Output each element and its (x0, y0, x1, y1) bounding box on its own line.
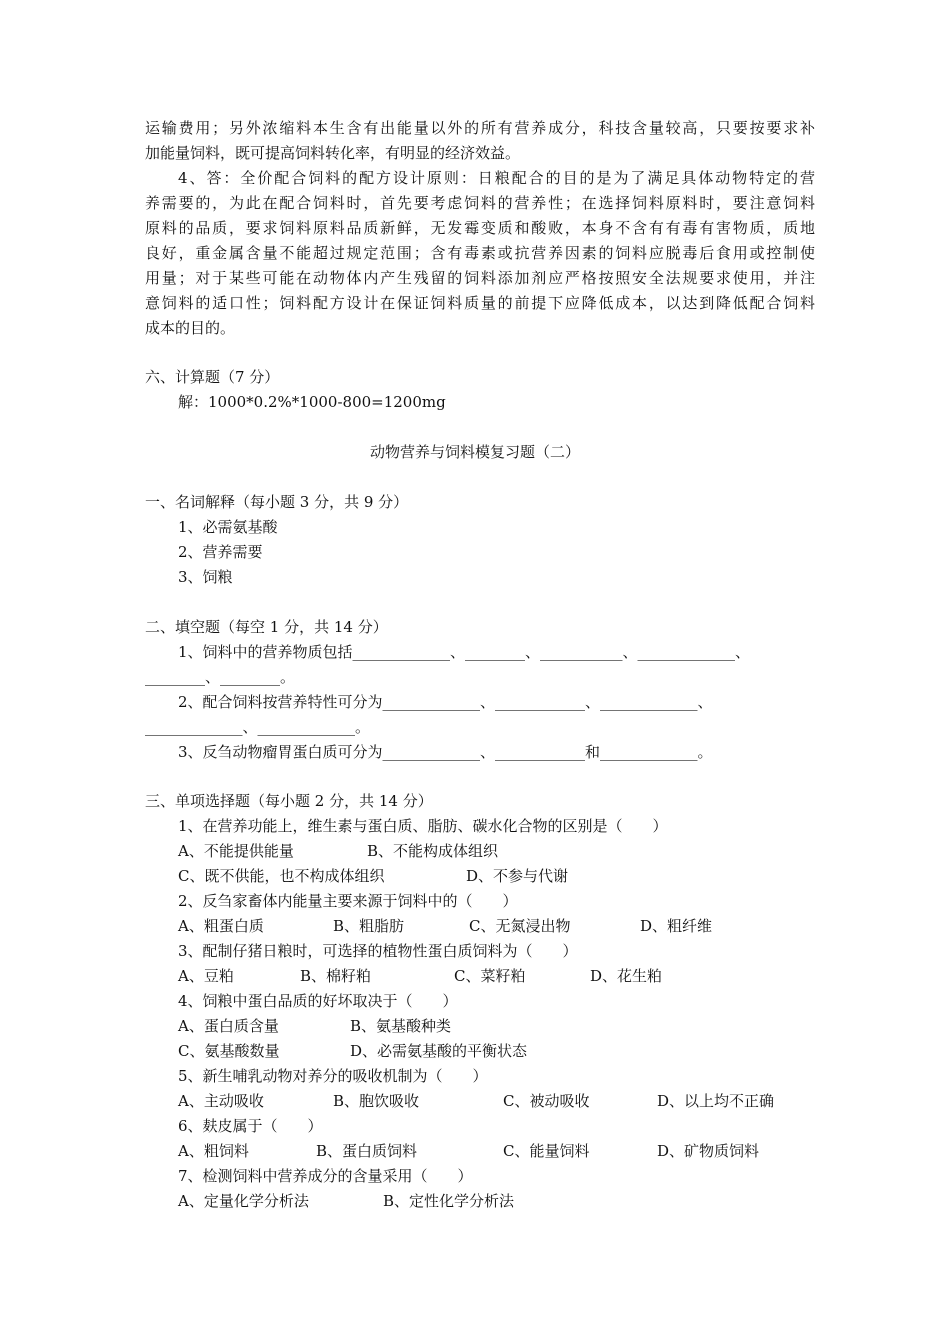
choice-q3-option-b[interactable]: B、棉籽粕 (300, 967, 372, 985)
answer-4-line-1: 4、答：全价配合饲料的配方设计原则：日粮配合的目的是为了满足具体动物特定的营 (178, 169, 815, 187)
choice-q2-option-a[interactable]: A、粗蛋白质 (178, 917, 264, 935)
choice-q6-option-c[interactable]: C、能量饲料 (503, 1142, 590, 1160)
answer-4-line-7: 成本的目的。 (145, 319, 236, 337)
answer-4-line-6: 意饲料的适口性；饲料配方设计在保证饲料质量的前提下应降低成本，以达到降低配合饲料 (145, 294, 815, 312)
answer-3-line-2: 加能量饲料，既可提高饲料转化率，有明显的经济效益。 (145, 144, 521, 162)
choice-q3-option-a[interactable]: A、豆粕 (178, 967, 234, 985)
choice-q1-option-b[interactable]: B、不能构成体组织 (367, 842, 499, 860)
choice-q2-option-b[interactable]: B、粗脂肪 (333, 917, 405, 935)
fill-question-2-line-1: 2、配合饲料按营养特性可分为_____________、____________、_____________、 (178, 693, 713, 711)
fill-question-1-line-2: ________、________。 (145, 668, 296, 686)
answer-4-line-3: 原料的品质，要求饲料原料品质新鲜，无发霉变质和酸败，本身不含有有毒有害物质，质地 (145, 219, 815, 237)
term-item-1: 1、必需氨基酸 (178, 518, 278, 536)
choice-q2-option-c[interactable]: C、无氮浸出物 (469, 917, 571, 935)
answer-4-line-5: 用量；对于某些可能在动物体内产生残留的饲料添加剂应严格按照安全法规要求使用，并注 (145, 269, 815, 287)
choice-q7-option-b[interactable]: B、定性化学分析法 (383, 1192, 515, 1210)
choice-q4-option-b[interactable]: B、氨基酸种类 (350, 1017, 452, 1035)
choice-q2-option-d[interactable]: D、粗纤维 (640, 917, 713, 935)
choice-q3-option-d[interactable]: D、花生粕 (590, 967, 663, 985)
choice-question-7: 7、检测饲料中营养成分的含量采用（ ） (178, 1167, 473, 1185)
choice-q6-option-a[interactable]: A、粗饲料 (178, 1142, 249, 1160)
fill-question-2-line-2: _____________、_____________。 (145, 718, 371, 736)
choice-question-5: 5、新生哺乳动物对养分的吸收机制为（ ） (178, 1067, 488, 1085)
choice-q4-option-d[interactable]: D、必需氨基酸的平衡状态 (350, 1042, 528, 1060)
exam-title: 动物营养与饲料模复习题（二） (369, 443, 580, 461)
fill-question-3: 3、反刍动物瘤胃蛋白质可分为_____________、____________和_____________。 (178, 743, 713, 761)
choice-question-6: 6、麸皮属于（ ） (178, 1117, 323, 1135)
choice-q5-option-a[interactable]: A、主动吸收 (178, 1092, 264, 1110)
choice-q1-option-a[interactable]: A、不能提供能量 (178, 842, 294, 860)
answer-3-line-1: 运输费用；另外浓缩料本生含有出能量以外的所有营养成分，科技含量较高，只要按要求补 (145, 119, 815, 137)
choice-question-4: 4、饲粮中蛋白品质的好坏取决于（ ） (178, 992, 458, 1010)
section-6-title: 六、计算题（7 分） (145, 368, 280, 386)
choice-question-3: 3、配制仔猪日粮时，可选择的植物性蛋白质饲料为（ ） (178, 942, 578, 960)
answer-4-line-2: 养需要的，为此在配合饲料时，首先要考虑饲料的营养性；在选择饲料原料时，要注意饲料 (145, 194, 815, 212)
choice-question-2: 2、反刍家畜体内能量主要来源于饲料中的（ ） (178, 892, 518, 910)
answer-4-line-4: 良好，重金属含量不能超过规定范围；含有毒素或抗营养因素的饲料应脱毒后食用或控制使 (145, 244, 815, 262)
choice-q6-option-d[interactable]: D、矿物质饲料 (657, 1142, 760, 1160)
section-6-answer: 解：1000*0.2%*1000-800=1200mg (178, 393, 446, 411)
choice-q1-option-c[interactable]: C、既不供能，也不构成体组织 (178, 867, 385, 885)
section-2-title: 二、填空题（每空 1 分，共 14 分） (145, 618, 388, 636)
choice-q6-option-b[interactable]: B、蛋白质饲料 (316, 1142, 418, 1160)
choice-q3-option-c[interactable]: C、菜籽粕 (454, 967, 526, 985)
choice-q7-option-a[interactable]: A、定量化学分析法 (178, 1192, 309, 1210)
term-item-2: 2、营养需要 (178, 543, 263, 561)
choice-q5-option-d[interactable]: D、以上均不正确 (657, 1092, 775, 1110)
fill-question-1-line-1: 1、饲料中的营养物质包括_____________、________、___________、_____________、 (178, 643, 751, 661)
choice-q1-option-d[interactable]: D、不参与代谢 (466, 867, 569, 885)
section-1-title: 一、名词解释（每小题 3 分，共 9 分） (145, 493, 409, 511)
choice-q5-option-b[interactable]: B、胞饮吸收 (333, 1092, 420, 1110)
section-3-title: 三、单项选择题（每小题 2 分，共 14 分） (145, 792, 433, 810)
term-item-3: 3、饲粮 (178, 568, 233, 586)
choice-q4-option-a[interactable]: A、蛋白质含量 (178, 1017, 279, 1035)
choice-question-1: 1、在营养功能上，维生素与蛋白质、脂肪、碳水化合物的区别是（ ） (178, 817, 668, 835)
choice-q5-option-c[interactable]: C、被动吸收 (503, 1092, 590, 1110)
choice-q4-option-c[interactable]: C、氨基酸数量 (178, 1042, 280, 1060)
